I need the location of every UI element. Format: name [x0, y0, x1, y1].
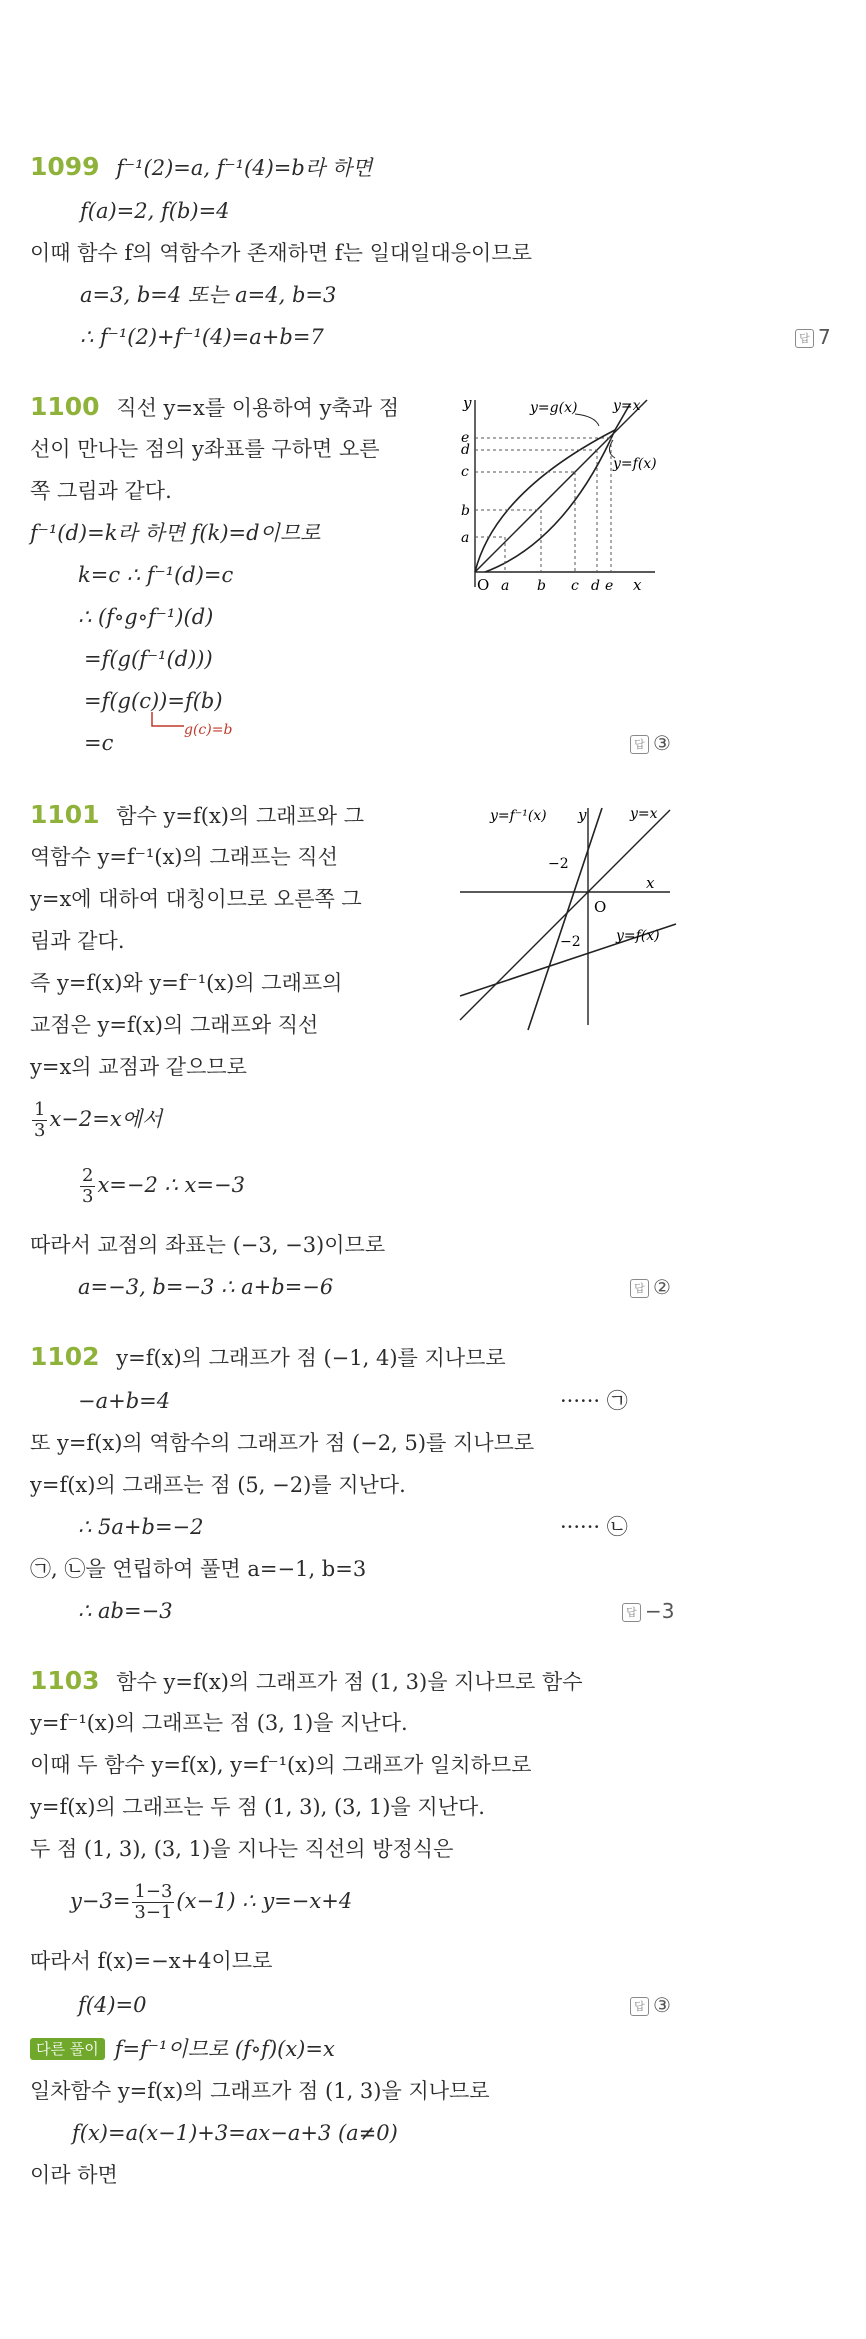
- answer-icon: 답: [795, 329, 814, 348]
- text-line: 또 y=f(x)의 역함수의 그래프가 점 (−2, 5)를 지나므로: [30, 1431, 535, 1455]
- svg-text:b: b: [461, 503, 470, 519]
- equation-tag: ······ ㉡: [560, 1515, 628, 1539]
- line-f-inverse: [528, 808, 602, 1030]
- answer-icon: 답: [630, 735, 649, 754]
- text-line: 역함수 y=f⁻¹(x)의 그래프는 직선: [30, 845, 338, 869]
- text-line: f⁻¹(d)=k라 하면 f(k)=d이므로: [30, 521, 321, 545]
- text-line: 이때 두 함수 y=f(x), y=f⁻¹(x)의 그래프가 일치하므로: [30, 1753, 532, 1777]
- text-line: 이때 함수 f의 역함수가 존재하면 f는 일대일대응이므로: [30, 241, 532, 265]
- equation: k=c ∴ f⁻¹(d)=c: [78, 563, 234, 587]
- equation: =c: [84, 731, 114, 755]
- answer-icon: 답: [630, 1997, 649, 2016]
- equation: −a+b=4: [78, 1389, 171, 1413]
- alt-solution-line: 다른 풀이 f=f⁻¹이므로 (f∘f)(x)=x: [30, 2034, 335, 2064]
- tick-y: −2: [560, 934, 581, 950]
- y-axis-label: y: [463, 394, 472, 412]
- origin-label: O: [477, 576, 490, 594]
- answer-value: −3: [645, 1599, 675, 1623]
- equation-line-fraction: y−3= $\frac{1-3}{3-1}$ (x−1) ∴ y=−x+4: [70, 1881, 353, 1923]
- text-line: ㉠, ㉡을 연립하여 풀면 a=−1, b=3: [30, 1557, 367, 1581]
- problem-number: 1099: [30, 152, 100, 181]
- equation: f(4)=0: [78, 1993, 147, 2017]
- label-f-inverse: y=f⁻¹(x): [490, 808, 547, 824]
- equation: ∴ 5a+b=−2: [78, 1515, 204, 1539]
- answer-1102: [622, 1596, 674, 1626]
- equation: f(x)=a(x−1)+3=ax−a+3 (a≠0): [72, 2121, 398, 2145]
- svg-text:e: e: [461, 430, 470, 446]
- x-axis-label: x: [646, 874, 655, 892]
- text-line: 직선 y=x를 이용하여 y축과 점: [116, 396, 400, 420]
- origin-label: O: [594, 898, 607, 916]
- text-line: y=f(x)의 그래프가 점 (−1, 4)를 지나므로: [116, 1346, 506, 1370]
- label-g: y=g(x): [530, 400, 578, 416]
- problem-number: 1103: [30, 1666, 100, 1695]
- text-line: f⁻¹(2)=a, f⁻¹(4)=b라 하면: [116, 156, 373, 180]
- text-line: y=x의 교점과 같으므로: [30, 1055, 247, 1079]
- annotation-note: g(c)=b: [184, 722, 233, 738]
- problem-number: 1102: [30, 1342, 100, 1371]
- answer-1103: [630, 1990, 671, 2020]
- text-line: 함수 y=f(x)의 그래프가 점 (1, 3)을 지나므로 함수: [116, 1670, 583, 1694]
- x-axis-label: x: [633, 576, 642, 594]
- svg-text:c: c: [461, 464, 469, 480]
- text-line: 따라서 교점의 좌표는 (−3, −3)이므로: [30, 1233, 386, 1257]
- svg-text:e: e: [605, 578, 614, 594]
- text-line: 이라 하면: [30, 2163, 118, 2187]
- text-line: 교점은 y=f(x)의 그래프와 직선: [30, 1013, 319, 1037]
- note-bracket: [148, 712, 188, 738]
- answer-icon: 답: [622, 1603, 641, 1622]
- text-line: 따라서 f(x)=−x+4이므로: [30, 1949, 273, 1973]
- equation-fraction-1: $\frac{1}{3}$ x−2=x에서: [34, 1099, 163, 1141]
- equation: f(a)=2, f(b)=4: [80, 199, 230, 223]
- line-y-equals-x: [475, 400, 647, 572]
- equation: a=−3, b=−3 ∴ a+b=−6: [78, 1275, 334, 1299]
- text-line: 함수 y=f(x)의 그래프와 그: [116, 804, 365, 828]
- text-line: y=f⁻¹(x)의 그래프는 점 (3, 1)을 지난다.: [30, 1711, 408, 1735]
- graph-1101: [440, 800, 690, 1035]
- equation-tag: ······ ㉠: [560, 1389, 628, 1413]
- text-line: 쪽 그림과 같다.: [30, 479, 172, 503]
- tick-x: −2: [548, 856, 569, 872]
- label-f: y=f(x): [613, 456, 657, 472]
- tick-labels: [461, 430, 613, 594]
- equation: ∴ ab=−3: [78, 1599, 173, 1623]
- equation: ∴ (f∘g∘f⁻¹)(d): [78, 605, 214, 629]
- line-y-equals-x: [460, 810, 670, 1020]
- text-line: y=f(x)의 그래프는 점 (5, −2)를 지난다.: [30, 1473, 406, 1497]
- problem-1103-header: [30, 1666, 583, 1697]
- label-y-equals-x: y=x: [630, 806, 658, 822]
- answer-1099: [795, 322, 831, 352]
- equation: a=3, b=4 또는 a=4, b=3: [80, 283, 337, 307]
- problem-1100-header: [30, 392, 399, 423]
- text-line: 즉 y=f(x)와 y=f⁻¹(x)의 그래프의: [30, 971, 343, 995]
- answer-1101: [630, 1272, 671, 1302]
- problem-number: 1101: [30, 800, 100, 829]
- text-line: 선이 만나는 점의 y좌표를 구하면 오른: [30, 437, 380, 461]
- text-line: y=f(x)의 그래프는 두 점 (1, 3), (3, 1)을 지난다.: [30, 1795, 485, 1819]
- answer-value: ③: [653, 731, 671, 755]
- text-line: 일차함수 y=f(x)의 그래프가 점 (1, 3)을 지나므로: [30, 2079, 490, 2103]
- answer-value: ③: [653, 1993, 671, 2017]
- label-y-equals-x: y=x: [613, 398, 641, 414]
- text-line: 림과 같다.: [30, 929, 125, 953]
- answer-icon: 답: [630, 1279, 649, 1298]
- curve-f: [485, 404, 630, 572]
- graph-1100: [455, 392, 665, 602]
- svg-text:a: a: [501, 578, 510, 594]
- answer-1100: [630, 728, 671, 758]
- answer-value: ②: [653, 1275, 671, 1299]
- y-axis-label: y: [578, 806, 587, 824]
- problem-number: 1100: [30, 392, 100, 421]
- equation: ∴ f⁻¹(2)+f⁻¹(4)=a+b=7: [80, 325, 324, 349]
- svg-text:b: b: [537, 578, 546, 594]
- text-line: 두 점 (1, 3), (3, 1)을 지나는 직선의 방정식은: [30, 1837, 454, 1861]
- problem-1101-header: [30, 800, 364, 831]
- equation-fraction-2: $\frac{2}{3}$ x=−2 ∴ x=−3: [82, 1165, 245, 1207]
- alt-solution-badge: 다른 풀이: [30, 2038, 105, 2060]
- svg-text:d: d: [461, 442, 470, 458]
- svg-text:d: d: [591, 578, 600, 594]
- text-line: y=x에 대하여 대칭이므로 오른쪽 그: [30, 887, 362, 911]
- problem-1102-header: [30, 1342, 506, 1373]
- equation: =f(g(f⁻¹(d))): [84, 647, 213, 671]
- svg-text:a: a: [461, 530, 470, 546]
- answer-value: 7: [818, 325, 831, 349]
- svg-text:c: c: [571, 578, 579, 594]
- problem-1099-header: [30, 152, 372, 183]
- equation: =f(g(c))=f(b): [84, 689, 223, 713]
- label-f: y=f(x): [616, 928, 660, 944]
